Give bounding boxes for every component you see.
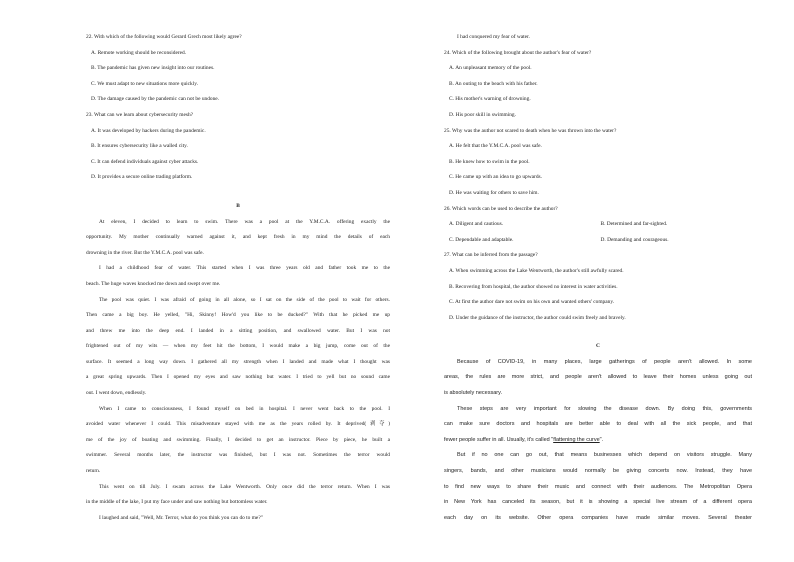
passage-c-line: Because of COVID-19, in many places, large gatherings of people aren't allowed. In some xyxy=(457,358,752,365)
passage-c-line: in New York has canceled its season, but it is showing a special live stream of a different opera xyxy=(444,499,752,506)
passage-c-line: singers, bands, and other musicians would normally be giving concerts now. Instead, they have xyxy=(444,468,752,475)
passage-c-line: can make sure doctors and hospitals are better able to deal with all the sick people, and that xyxy=(444,421,752,428)
question-25-option-b: B. He knew how to swim in the pool. xyxy=(449,158,530,165)
passage-c-line: areas, the rules are more strict, and people aren't allowed to leave their homes unless going out xyxy=(444,374,752,381)
spacer xyxy=(444,326,752,339)
question-25-option-a: A. He felt that the Y.M.C.A. pool was safe. xyxy=(449,143,542,150)
passage-b-line: Then came a big boy. He yelled, "Hi, Skinny! How'd you like to be ducked?" With that he picked me up xyxy=(86,312,390,319)
passage-b-continuation: I had conquered my fear of water. xyxy=(457,34,530,40)
question-23-option-c: C. It can defend individuals against cyber attacks. xyxy=(91,158,199,165)
passage-c-text: fewer people suffer in all. Usually, it's called " xyxy=(444,436,554,443)
question-24-option-c: C. His mother's warning of drowning. xyxy=(449,96,531,103)
spacer xyxy=(86,186,390,199)
question-26-options-row xyxy=(444,217,752,233)
passage-b-line: me of the joy of boating and swimming. Finally, I decided to get an instructor. Piece by piece, he built a xyxy=(86,436,390,443)
passage-c-line: These steps are very important for slowing the disease down. By doing this, governments xyxy=(457,405,752,412)
question-24-stem: 24. Which of the following brought about the author's fear of water? xyxy=(444,49,592,56)
question-24-option-d: D. His poor skill in swimming. xyxy=(449,111,516,118)
passage-b-line: return. xyxy=(86,468,101,475)
question-26-option-b: B. Determined and far-sighted. xyxy=(600,221,668,228)
passage-b-line: in the middle of the lake, I put my face under and saw nothing but bottomless water. xyxy=(86,499,268,506)
left-column xyxy=(86,30,390,526)
passage-b-line: a great spring upwards. Then I opened my eyes and saw nothing but water. I tried to yell but no sound came xyxy=(86,374,390,381)
passage-c-line: to find new ways to share their music and connect with their audiences. The Metropolitan Opera xyxy=(444,483,752,490)
right-column xyxy=(444,30,752,526)
passage-b-line: out. I went down, endlessly. xyxy=(86,390,147,397)
question-22-option-a: A. Remote working should be reconsidered. xyxy=(91,49,187,56)
question-25-stem: 25. Why was the author not scared to death when he was thrown into the water? xyxy=(444,127,617,134)
question-26-stem: 26. Which words can be used to describe the author? xyxy=(444,205,558,212)
question-26-option-a: A. Diligent and cautious. xyxy=(449,221,504,228)
question-24-option-a: A. An unpleasant memory of the pool. xyxy=(449,65,532,72)
passage-b-line: frightened out of my wits — when my feet hit the bottom, I would make a big jump, come out of the xyxy=(86,343,390,350)
passage-c-line xyxy=(444,433,752,449)
question-26-option-d: D. Demanding and courageous. xyxy=(600,236,669,243)
passage-b-line: surface. It seemed a long way down. I gathered all my strength when I landed and made what I thought was xyxy=(86,358,390,365)
passage-b-line: When I came to consciousness, I found myself on bed in hospital. I never went back to the pool. I xyxy=(99,405,390,412)
passage-b-line: swimmer. Several months later, the instructor was finished, but I was not. Sometimes the terror would xyxy=(86,452,390,459)
question-27-option-a: A. When swimming across the Lake Wentworth, the author's still awfully scared. xyxy=(449,267,624,274)
question-23-option-d: D. It provides a secure online trading platform. xyxy=(91,174,193,181)
question-27-option-d: D. Under the guidance of the instructor, the author could swim freely and bravely. xyxy=(449,314,626,321)
question-23-option-a: A. It was developed by hackers during the pandemic. xyxy=(91,127,206,134)
question-25-option-c: C. He came up with an idea to go upwards. xyxy=(449,174,542,181)
passage-b-line: At eleven, I decided to learn to swim. There was a pool at the Y.M.C.A. offering exactly the xyxy=(99,218,390,225)
question-22-option-b: B. The pandemic has given new insight into our routines. xyxy=(91,65,215,72)
question-26-option-c: C. Dependable and adaptable. xyxy=(449,236,514,243)
passage-b-line: avoided water whenever I could. This misadventure stayed with me as the years rolled by. It deprived(剥夺) xyxy=(86,421,390,428)
passage-b-line: The pool was quiet. I was afraid of going in all alone, so I sat on the side of the pool to wait for others. xyxy=(99,296,390,303)
question-23-stem: 23. What can we learn about cybersecurity mesh? xyxy=(86,111,194,118)
passage-c-line: But if no one can go out, that means businesses which depend on visitors struggle. Many xyxy=(457,452,752,459)
passage-b-line: beach. The huge waves knocked me down and swept over me. xyxy=(86,280,221,287)
question-25-option-d: D. He was waiting for others to save him. xyxy=(449,189,539,196)
question-22-stem: 22. With which of the following would Gerard Grech most likely agree? xyxy=(86,34,242,40)
passage-c-line: each day on its website. Other opera companies have made similar moves. Several theater xyxy=(444,514,752,521)
passage-c-line: is absolutely necessary. xyxy=(444,390,502,397)
question-27-option-c: C. At first the author dare not swim on his own and wanted others' company. xyxy=(449,299,615,306)
question-27-option-b: B. Recovering from hospital, the author showed no interest in water activities. xyxy=(449,283,618,290)
section-b-heading: B xyxy=(236,202,240,209)
passage-b-line: drowning in the river. But the Y.M.C.A. pool was safe. xyxy=(86,249,204,256)
question-24-option-b: B. An outing to the beach with his father. xyxy=(449,80,538,87)
question-22-option-d: D. The damage caused by the pandemic can not be undone. xyxy=(91,96,220,103)
passage-b-line: opportunity. My mother continually warned against it, and kept fresh in my mind the details of each xyxy=(86,234,390,241)
passage-b-line: I had a childhood fear of water. This started when I was three years old and father took me to the xyxy=(99,265,390,272)
passage-c-text: ". xyxy=(599,436,604,443)
question-27-stem: 27. What can be inferred from the passage? xyxy=(444,252,538,259)
question-23-option-b: B. It ensures cybersecurity like a walled city. xyxy=(91,143,188,150)
passage-b-line: I laughed and said, "Well, Mr. Terror, what do you think you can do to me?" xyxy=(99,514,263,521)
question-26-options-row xyxy=(444,233,752,249)
section-c-heading: C xyxy=(596,343,600,350)
passage-b-line: This went on till July. I swam across the Lake Wentworth. Only once did the terror return. When I was xyxy=(99,483,390,490)
passage-b-line: and threw me into the deep end. I landed in a sitting position, and swallowed water. But I was not xyxy=(86,327,390,334)
question-22-option-c: C. We must adapt to new situations more quickly. xyxy=(91,80,198,87)
flattening-the-curve-link[interactable]: flattening the curve xyxy=(553,436,600,443)
